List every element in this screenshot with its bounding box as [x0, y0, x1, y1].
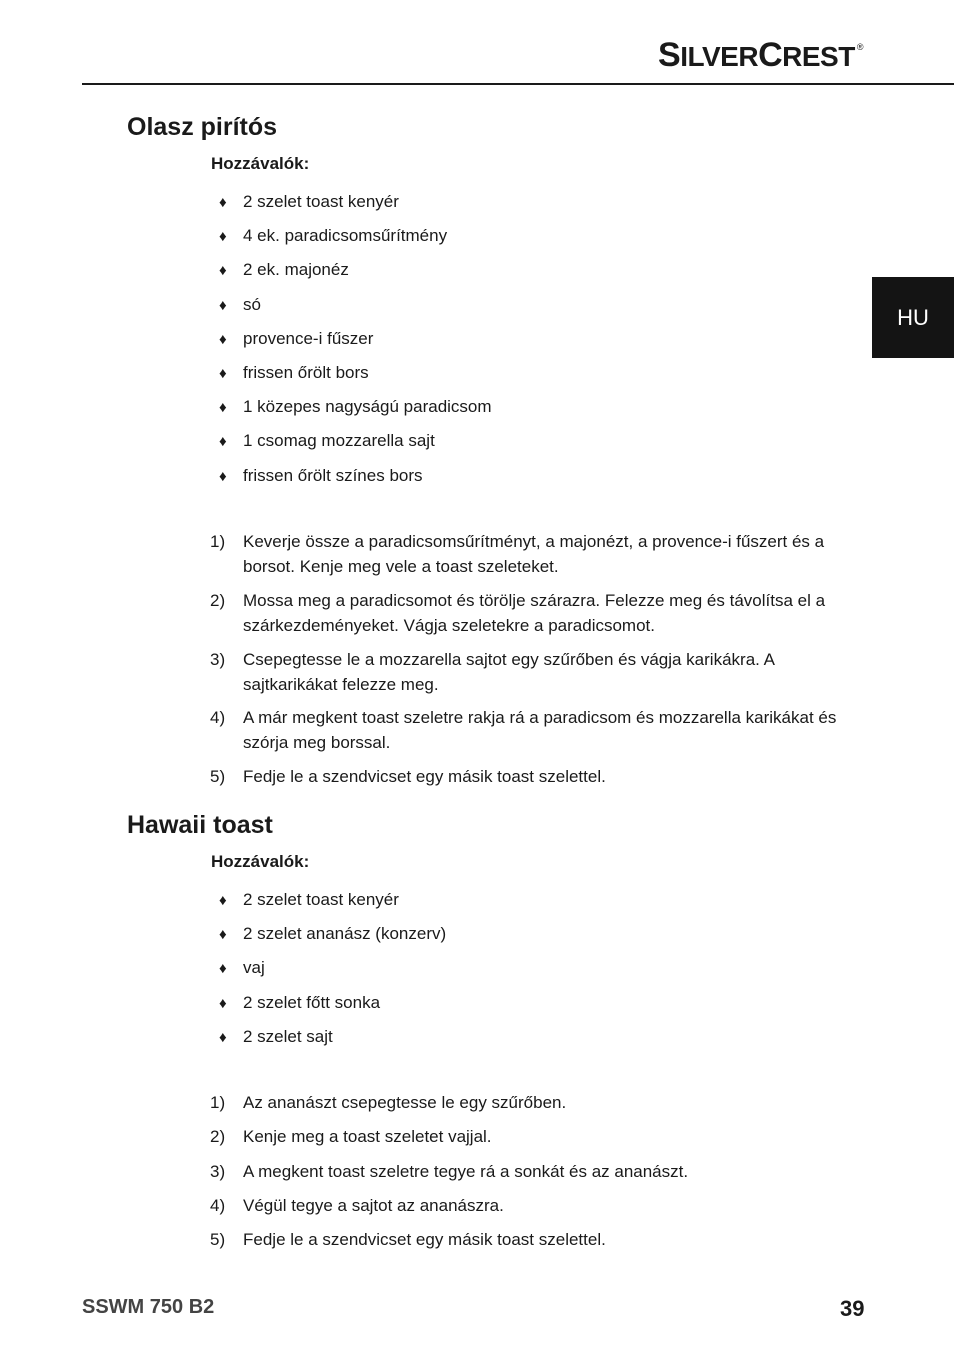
- ingredients-label-olasz: Hozzávalók:: [211, 154, 310, 173]
- diamond-bullet-icon: ♦: [219, 995, 227, 1012]
- brand-logo: [658, 36, 868, 76]
- step-item: 3) A megkent toast szeletre tegye rá a sonkát és az ananászt.: [210, 1162, 689, 1181]
- step-item: 5) Fedje le a szendvicset egy másik toast szelettel.: [210, 1230, 606, 1249]
- diamond-bullet-icon: ♦: [219, 399, 227, 416]
- diamond-bullet-icon: ♦: [219, 262, 227, 279]
- brand-logo-text: SILVERCREST: [658, 36, 855, 74]
- step-item: 1) Az ananászt csepegtesse le egy szűrőben.: [210, 1093, 567, 1112]
- footer-model-number: SSWM 750 B2: [82, 1296, 215, 1318]
- diamond-bullet-icon: ♦: [219, 926, 227, 943]
- diamond-bullet-icon: ♦: [219, 468, 227, 485]
- step-item: 5) Fedje le a szendvicset egy másik toast szelettel.: [210, 767, 606, 786]
- header-rule: [82, 83, 954, 85]
- section-title-hawaii: Hawaii toast: [127, 811, 273, 839]
- step-item: 4) Végül tegye a sajtot az ananászra.: [210, 1196, 504, 1215]
- diamond-bullet-icon: ♦: [219, 228, 227, 245]
- list-item: ♦ vaj: [219, 958, 265, 977]
- diamond-bullet-icon: ♦: [219, 331, 227, 348]
- list-item: ♦ 2 szelet toast kenyér: [219, 890, 399, 909]
- diamond-bullet-icon: ♦: [219, 365, 227, 382]
- list-item: ♦ frissen őrölt színes bors: [219, 466, 423, 485]
- footer-page-number: 39: [840, 1296, 865, 1321]
- step-item: 1) Keverje össze a paradicsomsűrítményt, a majonézt, a provence-i fűszert és a borsot. Kenje meg vele a toast szeleteket.: [210, 532, 825, 576]
- list-item: ♦ 2 szelet sajt: [219, 1027, 333, 1046]
- list-item: ♦ 4 ek. paradicsomsűrítmény: [219, 226, 448, 245]
- step-item: 4) A már megkent toast szeletre rakja rá a paradicsom és mozzarella karikákat és szórja meg borssal.: [210, 708, 837, 752]
- diamond-bullet-icon: ♦: [219, 892, 227, 909]
- list-item: ♦ frissen őrölt bors: [219, 363, 369, 382]
- diamond-bullet-icon: ♦: [219, 1029, 227, 1046]
- diamond-bullet-icon: ♦: [219, 297, 227, 314]
- list-item: ♦ 2 szelet főtt sonka: [219, 993, 381, 1012]
- list-item: ♦ só: [219, 295, 261, 314]
- list-item: ♦ 2 szelet ananász (konzerv): [219, 924, 447, 943]
- section-title-olasz: Olasz pirítós: [127, 113, 278, 141]
- step-item: 2) Kenje meg a toast szeletet vajjal.: [210, 1127, 492, 1146]
- ingredients-label-hawaii: Hozzávalók:: [211, 852, 310, 871]
- step-item: 2) Mossa meg a paradicsomot és törölje szárazra. Felezze meg és távolítsa el a szárkezdeményeket. Vágja szeletekre a paradicsomot.: [210, 591, 826, 635]
- diamond-bullet-icon: ♦: [219, 433, 227, 450]
- registered-mark: ®: [856, 42, 863, 52]
- list-item: ♦ 1 csomag mozzarella sajt: [219, 431, 435, 450]
- list-item: ♦ 2 szelet toast kenyér: [219, 192, 399, 211]
- list-item: ♦ 2 ek. majonéz: [219, 260, 349, 279]
- list-item: ♦ provence-i fűszer: [219, 329, 374, 348]
- language-tab: HU: [872, 277, 954, 358]
- list-item: ♦ 1 közepes nagyságú paradicsom: [219, 397, 492, 416]
- diamond-bullet-icon: ♦: [219, 960, 227, 977]
- step-item: 3) Csepegtesse le a mozzarella sajtot egy szűrőben és vágja karikákra. A sajtkarikákat felezze meg.: [210, 650, 775, 694]
- diamond-bullet-icon: ♦: [219, 194, 227, 211]
